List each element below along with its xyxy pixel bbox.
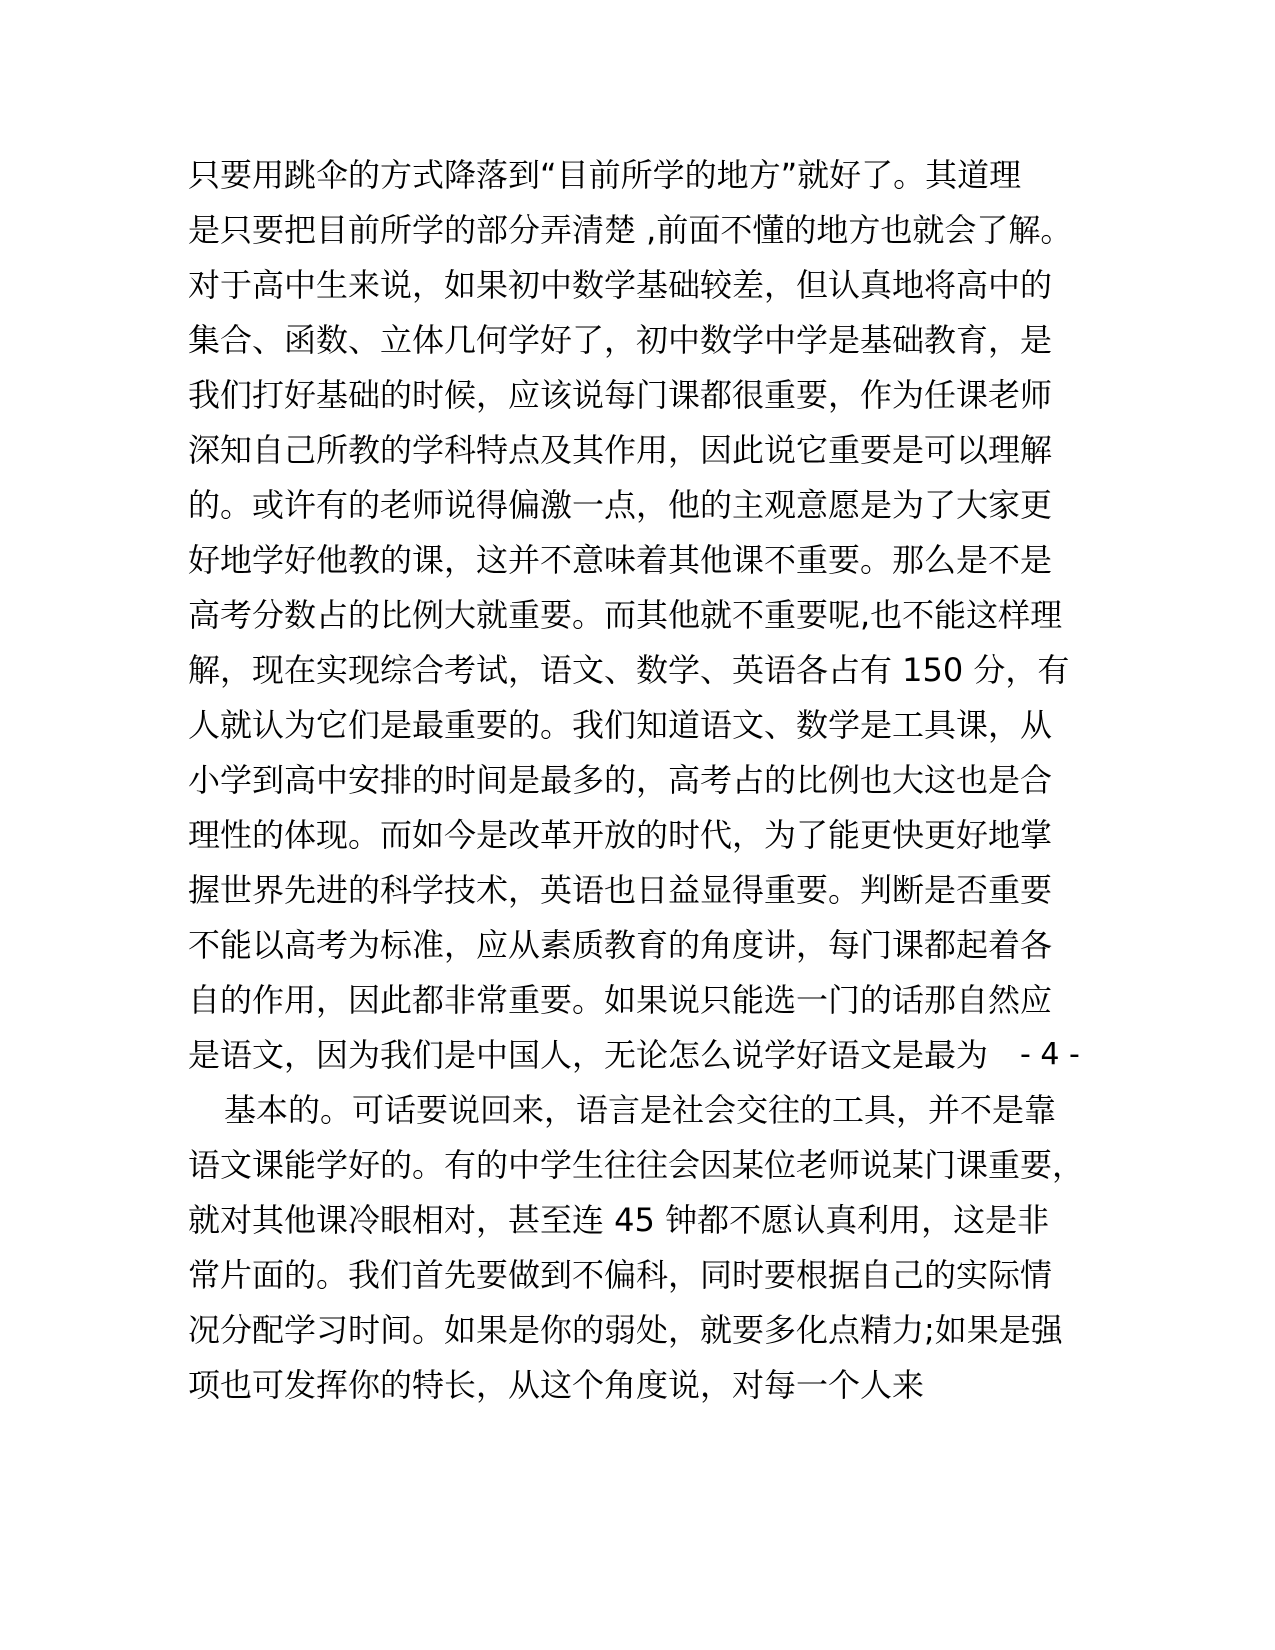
text-line: 语文课能学好的。有的中学生往往会因某位老师说某门课重要， <box>188 1146 1085 1184</box>
text-line: 人就认为它们是最重要的。我们知道语文、数学是工具课，从 <box>188 706 1053 744</box>
text-line: 对于高中生来说，如果初中数学基础较差，但认真地将高中的 <box>188 266 1053 304</box>
text-line: 只要用跳伞的方式降落到“目前所学的地方”就好了。其道理 <box>188 156 1022 194</box>
text-line: 理性的体现。而如今是改革开放的时代，为了能更快更好地掌 <box>188 816 1053 854</box>
text-line: 解，现在实现综合考试，语文、数学、英语各占有 150 分，有 <box>188 651 1070 689</box>
text-line: 常片面的。我们首先要做到不偏科，同时要根据自己的实际情 <box>188 1256 1053 1294</box>
text-line: 就对其他课冷眼相对，甚至连 45 钟都不愿认真利用，这是非 <box>188 1201 1050 1239</box>
text-line: 是只要把目前所学的部分弄清楚 ,前面不懂的地方也就会了解。 <box>188 211 1073 249</box>
text-line: 好地学好他教的课，这并不意味着其他课不重要。那么是不是 <box>188 541 1053 579</box>
text-line: 是语文，因为我们是中国人，无论怎么说学好语文是最为 <box>188 1036 989 1074</box>
text-line: 的。或许有的老师说得偏激一点，他的主观意愿是为了大家更 <box>188 486 1053 524</box>
text-line: 我们打好基础的时候，应该说每门课都很重要，作为任课老师 <box>188 376 1053 414</box>
text-line: 握世界先进的科学技术，英语也日益显得重要。判断是否重要 <box>188 871 1053 909</box>
text-line: 高考分数占的比例大就重要。而其他就不重要呢,也不能这样理 <box>188 596 1063 634</box>
text-line: 自的作用，因此都非常重要。如果说只能选一门的话那自然应 <box>188 981 1053 1019</box>
page-number: - 4 - <box>1020 1037 1080 1072</box>
text-line: 不能以高考为标准，应从素质教育的角度讲，每门课都起着各 <box>188 926 1053 964</box>
text-line: 深知自己所教的学科特点及其作用，因此说它重要是可以理解 <box>188 431 1053 469</box>
text-line: 基本的。可话要说回来，语言是社会交往的工具，并不是靠 <box>224 1091 1057 1129</box>
text-line: 项也可发挥你的特长，从这个角度说，对每一个人来 <box>188 1366 925 1404</box>
text-line: 集合、函数、立体几何学好了，初中数学中学是基础教育，是 <box>188 321 1053 359</box>
text-line: 况分配学习时间。如果是你的弱处，就要多化点精力;如果是强 <box>188 1311 1063 1349</box>
text-line: 小学到高中安排的时间是最多的，高考占的比例也大这也是合 <box>188 761 1053 799</box>
